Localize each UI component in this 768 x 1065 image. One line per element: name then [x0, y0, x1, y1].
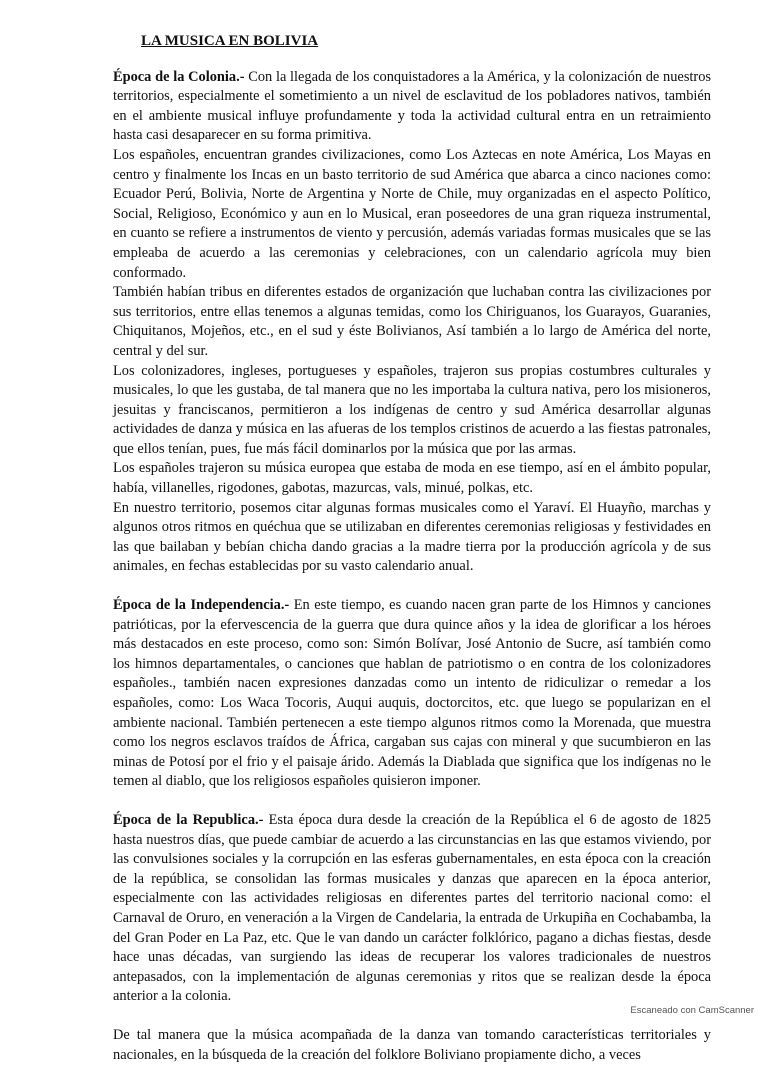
section-heading: Época de la Colonia.-: [113, 68, 245, 85]
paragraph-text: En este tiempo, es cuando nacen gran parte de los Himnos y canciones patrióticas, por la efervescencia de la guerra que dura quince años y la idea de glorificar a los héroes más destacados en este proceso, como son: Simón Bolívar, José Antonio de Sucre, así también como los himnos departamentales, o canciones que hablan de patriotismo o en contra de los colonizadores españoles., también nacen expresiones danzadas como un intento de ridiculizar o remedar a los españoles, como: Los Waca Tocoris, Auqui auquis, doctorcitos, etc. que luego se popularizan en el ambiente nacional. También pertenecen a este tiempo algunos ritmos como la Morenada, que muestra como los negros esclavos traídos de África, cargaban sus cajas con mineral y que sucumbieron en las minas de Potosí por el frio y el paisaje árido. Además la Diablada que significa que los indígenas no le temen al diablo, que los religiosos españoles quisieron imponer.: [113, 597, 712, 790]
scanner-watermark: Escaneado con CamScanner: [630, 1005, 754, 1016]
section-heading: Época de la Republica.-: [113, 811, 264, 828]
section-paragraph: Los españoles trajeron su música europea que estaba de moda en ese tiempo, así en el ámbito popular, había, villanelles, rigodones, gabotas, mazurcas, vals, minué, polkas, etc.: [113, 460, 711, 497]
paragraph-text: Esta época dura desde la creación de la República el 6 de agosto de 1825 hasta nuestros días, que puede cambiar de acuerdo a las circunstancias en las que estamos viviendo, por las convulsiones sociales y la corrupción en las esferas gubernamentales, en esta época con la creación de la república, se consolidan las formas musicales y danzas que aparecen en la época anterior, especialmente con las actividades religiosas en diferentes partes del territorio nacional como: el Carnaval de Oruro, en veneración a la Virgen de Candelaria, la entrada de Urkupiña en Cochabamba, la del Gran Poder en La Paz, etc. Que le van dando un carácter folklórico, pagano a dichas fiestas, desde hace unas décadas, van surgiendo las ideas de recuperar los valores tradicionales de nuestros antepasados, con la implementación de algunas ceremonias y ritos que se realizan desde la época anterior a la colonia.: [113, 811, 711, 1005]
section-paragraph: Los colonizadores, ingleses, portugueses y españoles, trajeron sus propias costumbres culturales y musicales, lo que les gustaba, de tal manera que no les importaba la cultura nativa, pero los misioneros, jesuitas y franciscanos, permitieron a los indígenas de centro y sud América desarrollar algunas actividades de danza y música en las afueras de los templos cristinos de acuerdo a las fiestas patronales, que ellos tenían, pues, fue más fácil dominarlos por la música que por las armas.: [113, 362, 711, 457]
section-republica: [113, 811, 711, 1007]
section-independencia: [113, 596, 711, 792]
section-heading: Época de la Independencia.-: [113, 597, 290, 614]
document-title: LA MUSICA EN BOLIVIA: [141, 33, 319, 49]
section-paragraph: [113, 596, 711, 792]
section-paragraph: [113, 811, 711, 1007]
section-paragraph: En nuestro territorio, posemos citar algunas formas musicales como el Yaraví. El Huayño, marchas y algunos otros ritmos en quéchua que se utilizaban en diferentes ceremonias religiosas y festividades en las que bailaban y bebían chicha dando gracias a la madre tierra por la producción agrícola y de sus animales, en fechas establecidas por su vasto calendario anual.: [113, 499, 711, 575]
closing-paragraph: De tal manera que la música acompañada de la danza van tomando características territoriales y nacionales, en la búsqueda de la creación del folklore Boliviano propiamente dicho, a veces: [113, 1026, 711, 1063]
section-colonia: [113, 68, 711, 577]
section-paragraph: También habían tribus en diferentes estados de organización que luchaban contra las civilizaciones por sus territorios, entre ellas tenemos a algunas temidas, como los Chiriguanos, los Guarayos, Guaranies, Chiquitanos, Mojeños, etc., en el sud y éste Bolivianos, Así también a lo largo de América del norte, central y del sur.: [113, 284, 711, 359]
paragraph-text: Con la llegada de los conquistadores a la América, y la colonización de nuestros territorios, especialmente el sometimiento a un nivel de esclavitud de los pobladores nativos, también en el ambiente musical influye profundamente y toda la actividad cultural entra en un retraimiento hasta casi desaparecer en su forma primitiva.: [113, 68, 712, 144]
document-page: [113, 32, 711, 1065]
section-paragraph: Los españoles, encuentran grandes civilizaciones, como Los Aztecas en note América, Los Mayas en centro y finalmente los Incas en un basto territorio de sud América que abarca a cinco naciones como: Ecuador Perú, Bolivia, Norte de Argentina y Norte de Chile, muy organizadas en el aspecto Político, Social, Religioso, Económico y aun en lo Musical, eran poseedores de una gran riqueza instrumental, en cuanto se refiere a instrumentos de viento y percusión, además variadas formas musicales que se las empleaba de acuerdo a las ceremonias y celebraciones, con un calendario agrícola muy bien conformado.: [113, 146, 711, 281]
section-paragraph: [113, 68, 711, 146]
